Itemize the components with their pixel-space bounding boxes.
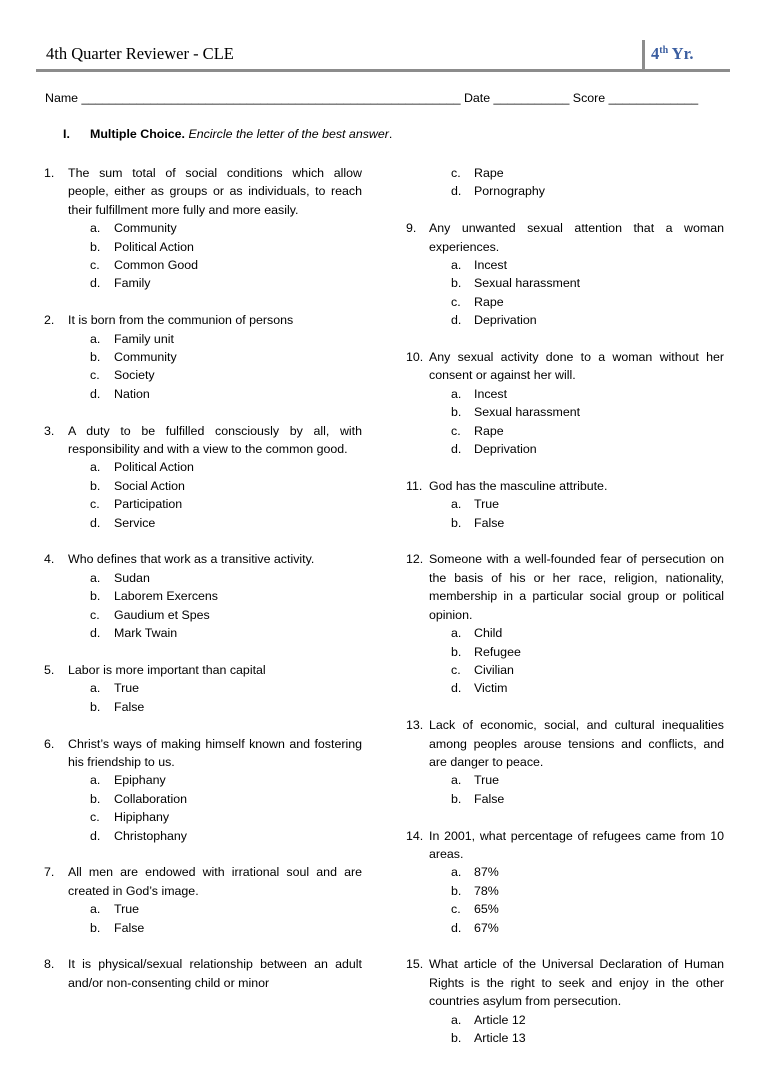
right-column <box>406 164 724 1066</box>
option-letter: a. <box>90 773 101 788</box>
option-letter: c. <box>90 810 100 825</box>
question-number: 4. <box>44 552 55 567</box>
option-letter: a. <box>90 221 101 236</box>
option-text: Article 13 <box>474 1030 526 1045</box>
option-text: Sexual harassment <box>474 405 581 420</box>
answer-option <box>68 679 362 697</box>
option-text: 65% <box>474 902 499 917</box>
answer-option <box>429 385 724 403</box>
option-text: Deprivation <box>474 442 537 457</box>
option-letter: b. <box>90 791 101 806</box>
answer-option <box>429 440 724 458</box>
option-letter: a. <box>451 497 462 512</box>
option-text: Hipiphany <box>114 810 170 825</box>
answer-option <box>429 679 724 697</box>
question-text: Lack of economic, social, and cultural inequalities among peoples arouse tensions and conflicts, and are danger to peace. <box>429 718 724 769</box>
option-text: Rape <box>474 423 504 438</box>
question-number: 7. <box>44 865 55 880</box>
option-text: Laborem Exercens <box>114 589 218 604</box>
option-letter: a. <box>90 460 101 475</box>
option-letter: d. <box>90 515 101 530</box>
answer-option <box>429 643 724 661</box>
grade-level: 4th Yr. <box>651 44 694 63</box>
option-letter: b. <box>90 478 101 493</box>
question-item <box>44 164 362 293</box>
header-divider <box>642 40 645 70</box>
section-directions: Encircle the letter of the best answer <box>188 127 389 141</box>
option-text: Collaboration <box>114 791 188 806</box>
question-text: All men are endowed with irrational soul and are created in God’s image. <box>68 865 362 898</box>
option-text: True <box>474 497 500 512</box>
continued-options <box>406 164 724 201</box>
answer-option <box>429 495 724 513</box>
question-text: It is physical/sexual relationship between an adult and/or non-consenting child or minor <box>68 957 362 990</box>
answer-option <box>429 293 724 311</box>
option-letter: b. <box>90 239 101 254</box>
answer-option <box>68 514 362 532</box>
answer-option <box>68 477 362 495</box>
section-label: Multiple Choice. <box>90 127 185 141</box>
question-item <box>44 735 362 845</box>
name-date-score-line: Name _______________________________________________________ Date ___________ Score _____________ <box>45 91 699 105</box>
question-item <box>406 827 724 937</box>
option-letter: b. <box>451 791 462 806</box>
option-text: Civilian <box>474 662 514 677</box>
option-letter: c. <box>90 258 100 273</box>
answer-option <box>68 900 362 918</box>
answer-option <box>68 827 362 845</box>
option-text: Deprivation <box>474 313 537 328</box>
document-title: 4th Quarter Reviewer - CLE <box>46 44 234 63</box>
answer-option <box>429 900 724 918</box>
option-letter: b. <box>451 883 462 898</box>
option-text: Political Action <box>114 239 194 254</box>
question-text: What article of the Universal Declaration of Human Rights is the right to seek and enjoy in the other countries asylum from persecution. <box>429 957 724 1009</box>
question-number: 2. <box>44 313 55 328</box>
question-number: 3. <box>44 423 55 438</box>
question-number: 5. <box>44 662 55 677</box>
option-text: Gaudium et Spes <box>114 607 210 622</box>
answer-option <box>68 256 362 274</box>
option-letter: d. <box>451 184 462 199</box>
answer-option <box>429 790 724 808</box>
answer-option <box>68 698 362 716</box>
option-text: False <box>474 515 505 530</box>
option-text: Child <box>474 626 503 641</box>
document-header <box>36 40 730 72</box>
option-letter: b. <box>451 405 462 420</box>
question-text: Christ’s ways of making himself known and fostering his friendship to us. <box>68 736 362 769</box>
option-letter: c. <box>451 662 461 677</box>
option-text: Victim <box>474 681 508 696</box>
answer-option <box>429 403 724 421</box>
option-letter: b. <box>451 644 462 659</box>
answer-option <box>68 219 362 237</box>
option-text: Epiphany <box>114 773 166 788</box>
option-letter: c. <box>451 902 461 917</box>
option-text: True <box>114 681 140 696</box>
option-text: Rape <box>474 294 504 309</box>
option-text: Service <box>114 515 156 530</box>
answer-option <box>68 808 362 826</box>
answer-option <box>429 256 724 274</box>
option-letter: d. <box>451 920 462 935</box>
question-number: 13. <box>406 718 424 733</box>
option-text: Social Action <box>114 478 185 493</box>
option-letter: a. <box>451 773 462 788</box>
option-text: Rape <box>474 166 504 180</box>
answer-option <box>68 624 362 642</box>
question-item <box>406 219 724 329</box>
option-letter: a. <box>90 331 101 346</box>
option-text: Mark Twain <box>114 626 178 641</box>
option-letter: b. <box>451 1030 462 1045</box>
answer-option <box>429 661 724 679</box>
option-letter: a. <box>451 626 462 641</box>
question-item <box>406 550 724 697</box>
answer-option <box>68 348 362 366</box>
question-number: 1. <box>44 166 55 180</box>
option-letter: d. <box>451 442 462 457</box>
option-letter: d. <box>90 386 101 401</box>
option-letter: b. <box>451 515 462 530</box>
answer-option <box>429 422 724 440</box>
answer-option <box>429 311 724 329</box>
question-number: 11. <box>406 478 423 493</box>
option-text: False <box>474 791 505 806</box>
answer-option <box>429 863 724 881</box>
question-number: 12. <box>406 552 424 567</box>
option-text: False <box>114 920 145 935</box>
answer-option <box>68 771 362 789</box>
option-letter: c. <box>451 294 461 309</box>
option-text: True <box>474 773 500 788</box>
option-text: 78% <box>474 883 499 898</box>
section-number: I. <box>63 127 70 141</box>
option-letter: b. <box>90 699 101 714</box>
option-text: 67% <box>474 920 499 935</box>
option-text: Common Good <box>114 258 199 273</box>
option-text: Pornography <box>474 184 545 199</box>
option-text: True <box>114 902 140 917</box>
option-letter: a. <box>90 570 101 585</box>
option-letter: c. <box>90 607 100 622</box>
option-text: Sexual harassment <box>474 276 581 291</box>
question-text: Any sexual activity done to a woman without her consent or against her will. <box>429 350 724 383</box>
answer-option <box>68 919 362 937</box>
header-rule <box>36 69 730 72</box>
question-number: 9. <box>406 221 417 236</box>
option-letter: d. <box>90 828 101 843</box>
question-item <box>406 477 724 532</box>
question-item <box>44 422 362 532</box>
answer-option <box>68 274 362 292</box>
question-item <box>44 550 362 642</box>
option-letter: d. <box>90 626 101 641</box>
answer-option <box>68 330 362 348</box>
section-instruction: I. Multiple Choice. Encircle the letter of the best answer. <box>63 127 393 141</box>
option-letter: a. <box>451 258 462 273</box>
option-text: Family unit <box>114 331 174 346</box>
question-number: 15. <box>406 957 424 972</box>
answer-option <box>68 606 362 624</box>
option-letter: a. <box>451 1012 462 1027</box>
question-number: 6. <box>44 736 55 751</box>
option-letter: d. <box>451 681 462 696</box>
answer-option <box>68 238 362 256</box>
option-text: False <box>114 699 145 714</box>
answer-option <box>68 458 362 476</box>
answer-option <box>429 1011 724 1029</box>
option-text: Society <box>114 368 155 383</box>
question-number: 10. <box>406 350 424 365</box>
option-text: Incest <box>474 386 508 401</box>
answer-option <box>429 274 724 292</box>
answer-option <box>68 495 362 513</box>
answer-option <box>429 624 724 642</box>
answer-option <box>429 771 724 789</box>
question-number: 14. <box>406 828 424 843</box>
option-letter: c. <box>90 368 100 383</box>
option-text: 87% <box>474 865 499 880</box>
option-text: Community <box>114 350 177 365</box>
question-text: It is born from the communion of persons <box>68 313 294 328</box>
question-item <box>44 661 362 716</box>
option-letter: b. <box>90 350 101 365</box>
option-letter: a. <box>451 865 462 880</box>
option-text: Christophany <box>114 828 188 843</box>
option-letter: c. <box>90 497 100 512</box>
left-column <box>44 164 362 1011</box>
question-text: A duty to be fulfilled consciously by all, with responsibility and with a view to the common good. <box>68 423 362 457</box>
question-text: Someone with a well-founded fear of persecution on the basis of his or her race, religion, nationality, membership in a particular social group or political opinion. <box>429 552 724 622</box>
option-text: Refugee <box>474 644 521 659</box>
answer-option <box>68 587 362 605</box>
option-text: Incest <box>474 258 508 273</box>
option-letter: b. <box>90 589 101 604</box>
answer-option <box>68 385 362 403</box>
answer-option <box>429 514 724 532</box>
answer-option <box>68 366 362 384</box>
answer-option <box>429 919 724 937</box>
option-text: Participation <box>114 497 183 512</box>
answer-option <box>429 1029 724 1047</box>
option-text: Community <box>114 221 177 236</box>
option-text: Sudan <box>114 570 150 585</box>
answer-option <box>68 790 362 808</box>
answer-option <box>429 882 724 900</box>
question-text: Labor is more important than capital <box>68 662 266 677</box>
option-letter: a. <box>451 386 462 401</box>
question-item <box>44 955 362 992</box>
question-item <box>406 348 724 458</box>
option-text: Political Action <box>114 460 194 475</box>
question-item <box>406 716 724 808</box>
question-text: Who defines that work as a transitive activity. <box>68 552 315 567</box>
question-text: Any unwanted sexual attention that a woman experiences. <box>429 221 724 254</box>
option-letter: a. <box>90 902 101 917</box>
answer-option <box>68 569 362 587</box>
question-item <box>406 955 724 1047</box>
question-text: God has the masculine attribute. <box>429 478 608 493</box>
question-item <box>44 863 362 937</box>
option-letter: d. <box>90 276 101 291</box>
option-text: Family <box>114 276 151 291</box>
option-letter: d. <box>451 313 462 328</box>
option-letter: c. <box>451 166 461 180</box>
option-text: Article 12 <box>474 1012 526 1027</box>
answer-option <box>406 182 724 200</box>
answer-option <box>406 164 724 182</box>
option-letter: b. <box>90 920 101 935</box>
option-letter: a. <box>90 681 101 696</box>
question-item <box>44 311 362 403</box>
option-letter: b. <box>451 276 462 291</box>
option-text: Nation <box>114 386 150 401</box>
question-text: In 2001, what percentage of refugees came from 10 areas. <box>429 828 724 861</box>
question-number: 8. <box>44 957 55 972</box>
option-letter: c. <box>451 423 461 438</box>
question-text: The sum total of social conditions which allow people, either as groups or as individuals, to reach their fulfillment more fully and more easily. <box>68 166 362 217</box>
